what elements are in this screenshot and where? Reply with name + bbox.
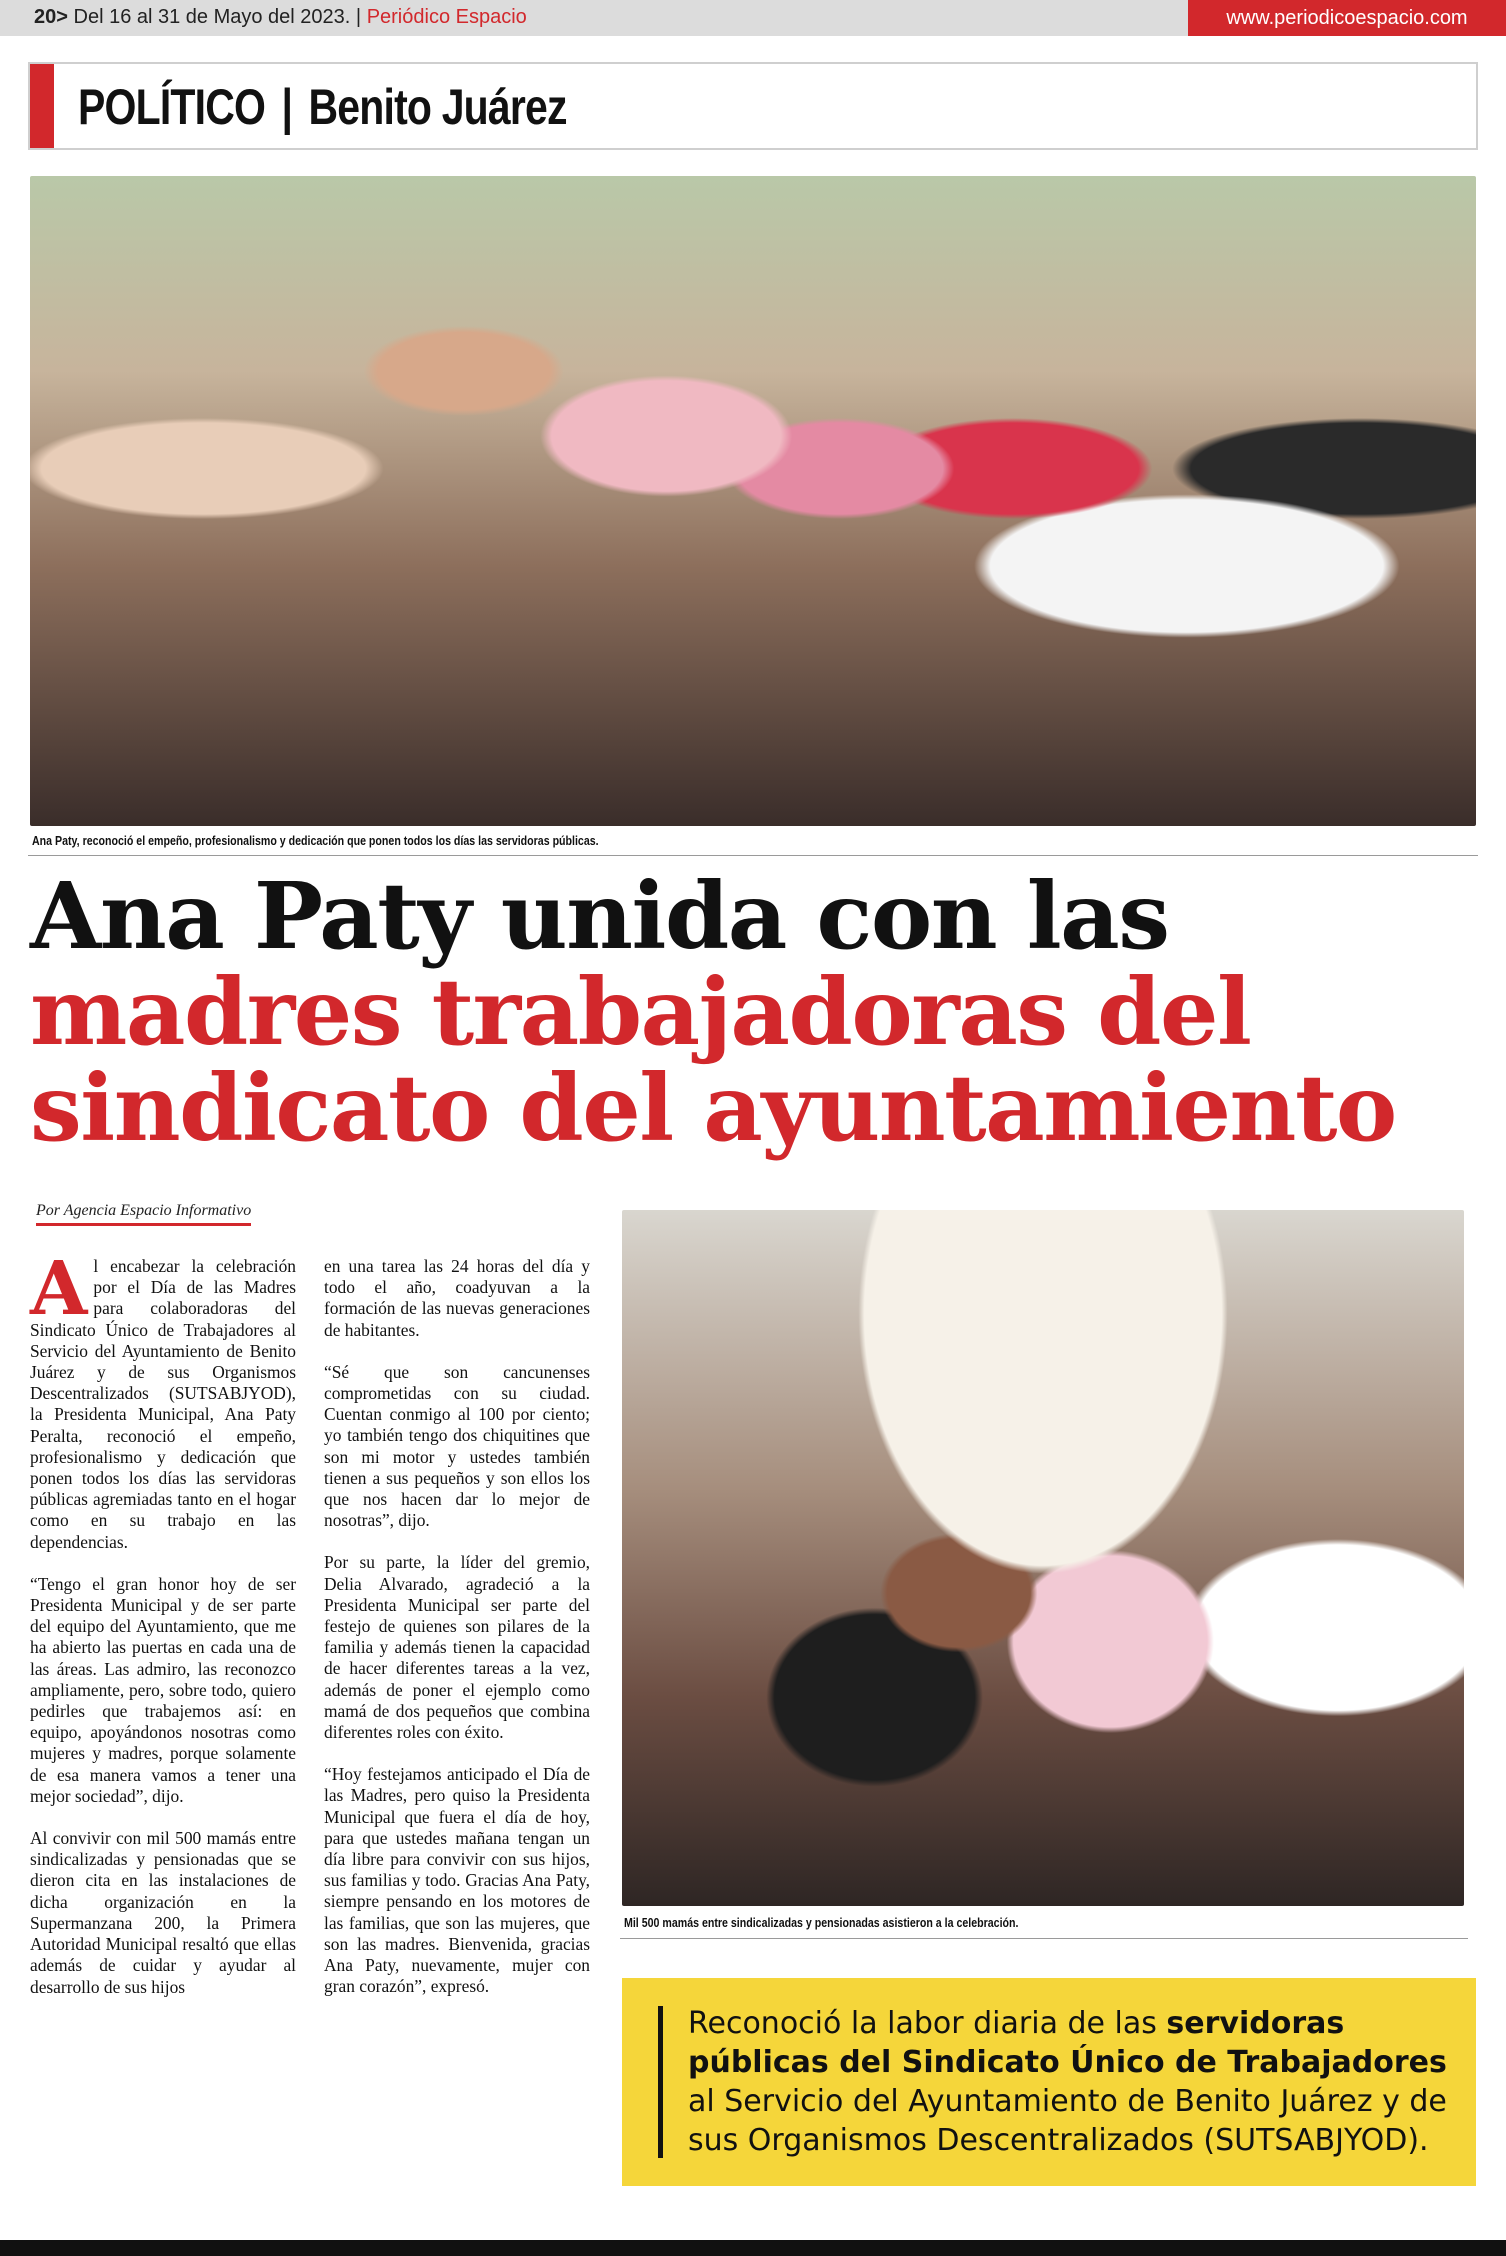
section-label — [78, 78, 567, 136]
pull-quote-text — [688, 2004, 1468, 2160]
website-link[interactable]: www.periodicoespacio.com — [1188, 0, 1506, 36]
article-paragraph — [30, 1246, 296, 1553]
article-paragraph: en una tarea las 24 horas del día y todo el año, coadyuvan a la formación de las nuevas generaciones de habitantes. — [324, 1256, 590, 1340]
main-photo — [30, 176, 1476, 826]
issue-date: Del 16 al 31 de Mayo del 2023. — [73, 6, 351, 28]
article-paragraph: “Sé que son cancunenses comprometidas con su ciudad. Cuentan conmigo al 100 por ciento; yo también tengo dos chiquitines que son mi motor y ustedes también tienen a sus pequeños y son ellos los que nos hacen dar lo mejor de nosotras”, dijo. — [324, 1361, 590, 1531]
pull-quote-box — [622, 1978, 1476, 2186]
secondary-photo-caption: Mil 500 mamás entre sindicalizadas y pensionadas asistieron a la celebración. — [624, 1916, 1019, 1930]
secondary-caption-divider — [620, 1938, 1468, 1939]
pull-quote-part-1: Reconoció la labor diaria de las — [688, 2006, 1167, 2041]
section-subcategory: Benito Juárez — [308, 79, 567, 135]
drop-cap: A — [30, 1246, 88, 1332]
article-paragraph: “Hoy festejamos anticipado el Día de las Madres, pero quiso la Presidenta Municipal que fuera el día de hoy, para que ustedes mañana tengan un día libre para convivir con sus hijos, sus familias y todo. Gracias Ana Paty, siempre pensando en los motores de las familias, que son las mujeres, que son las madres. Bienvenida, gracias Ana Paty, nuevamente, mujer con gran corazón”, expresó. — [324, 1764, 590, 1997]
headline-line-3: sindicato del ayuntamiento — [30, 1054, 1396, 1162]
headline-line-1: Ana Paty unida con las — [30, 862, 1169, 970]
headline-line-2: madres trabajadoras del — [30, 958, 1251, 1066]
bottom-bar — [0, 2240, 1506, 2256]
pull-quote-bar — [658, 2006, 663, 2158]
page-info — [34, 6, 527, 29]
page-number: 20> — [34, 6, 68, 28]
top-bar — [0, 0, 1506, 36]
article-paragraph: Por su parte, la líder del gremio, Delia Alvarado, agradeció a la Presidenta Municipal ser parte del festejo de quienes son pilares de la familia y además tienen la capacidad de hacer diferentes tareas a la vez, además de poner el ejemplo como mamá de dos pequeños que combina diferentes roles con éxito. — [324, 1552, 590, 1743]
section-category: POLÍTICO — [78, 79, 266, 135]
section-divider: | — [281, 79, 293, 135]
article-column-2 — [324, 1256, 590, 2019]
header-separator: | — [355, 6, 362, 28]
caption-divider — [28, 855, 1478, 856]
paragraph-text: l encabezar la celebración por el Día de las Madres para colaboradoras del Sindicato Único de Trabajadores al Servicio del Ayuntamiento de Benito Juárez y de sus Organismos Descentralizados (SUTSABJYOD), la Presidenta Municipal, Ana Paty Peralta, reconoció el empeño, profesionalismo y dedicación que ponen todos los días las servidoras públicas agremiadas tanto en el hogar como en su trabajo en las dependencias. — [30, 1256, 296, 1552]
pull-quote-part-2: al Servicio del Ayuntamiento de Benito Juárez y de sus Organismos Descentralizados (SUTSABJYOD). — [688, 2084, 1447, 2158]
section-accent-bar — [30, 64, 54, 148]
article-paragraph: Al convivir con mil 500 mamás entre sindicalizadas y pensionadas que se dieron cita en las instalaciones de dicha organización en la Supermanzana 200, la Primera Autoridad Municipal resaltó que ellas además de cuidar y ayudar al desarrollo de sus hijos — [30, 1828, 296, 1997]
byline: Por Agencia Espacio Informativo — [36, 1202, 251, 1226]
secondary-photo — [622, 1210, 1464, 1906]
pull-quote-bold: servidoras públicas del Sindicato Único de Trabajadores — [688, 2006, 1447, 2080]
article-paragraph: “Tengo el gran honor hoy de ser Presidenta Municipal y de ser parte del equipo del Ayuntamiento, que me ha abierto las puertas en cada una de las áreas. Las admiro, las reconozco ampliamente, pero, sobre todo, quiero pedirles que trabajemos así: en equipo, apoyándonos nosotras como mujeres y madres, porque solamente de esa manera vamos a tener una mejor sociedad”, dijo. — [30, 1573, 296, 1806]
publication-name: Periódico Espacio — [366, 6, 527, 28]
main-photo-caption: Ana Paty, reconoció el empeño, profesionalismo y dedicación que ponen todos los días las servidoras públicas. — [32, 834, 599, 848]
section-header — [28, 62, 1478, 150]
article-column-1 — [30, 1246, 296, 2019]
headline — [30, 862, 1470, 1162]
